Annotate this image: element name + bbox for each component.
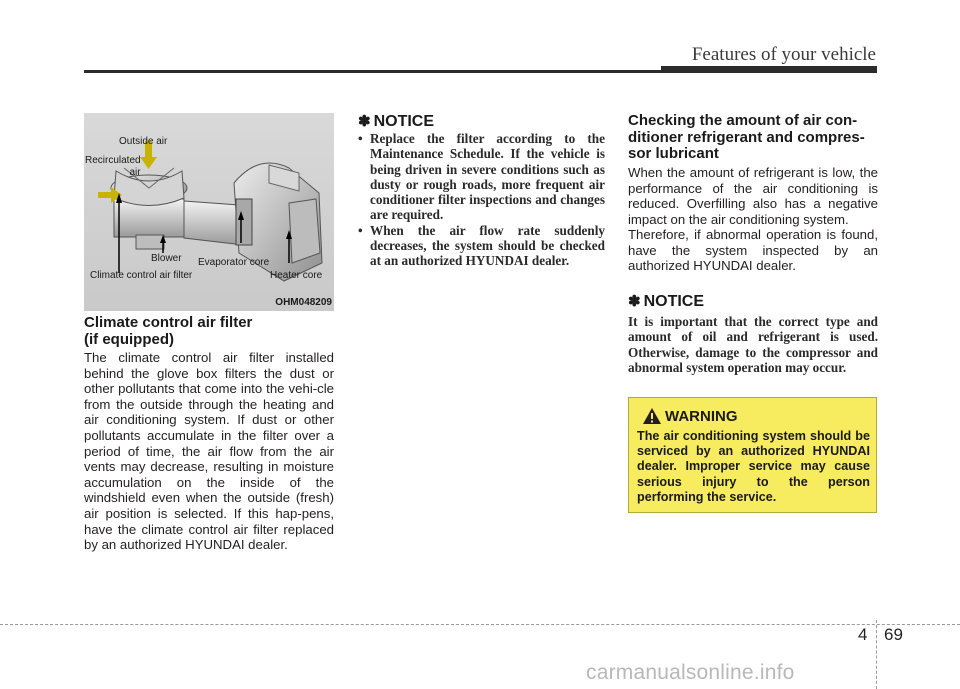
notice2-star-icon: ✽ (628, 293, 641, 310)
notice2-title: NOTICE (643, 293, 705, 310)
figure-code: OHM048209 (275, 297, 332, 308)
notice2-text: It is important that the correct type and amount of oil and refrigerant is used. Otherwise, damage to the compressor and abnormal system operation may occur. (628, 314, 878, 375)
footer-divider (0, 624, 960, 625)
warning-triangle-icon (642, 407, 662, 425)
refrigerant-para-1: When the amount of refrigerant is low, the performance of the air conditioning is reduced. Overfilling also has a negative impact on the air conditioning system. (628, 165, 878, 227)
label-recirculated-air: Recirculated air (85, 155, 141, 178)
warning-box (628, 397, 877, 513)
chapter-number: 4 (858, 625, 868, 644)
notice-star-icon: ✽ (358, 113, 371, 130)
label-blower: Blower (151, 253, 182, 264)
label-heater-core: Heater core (270, 270, 323, 281)
notice-item: • When the air flow rate suddenly decreases, the system should be checked at an authorized HYUNDAI dealer. (358, 223, 605, 269)
notice-list (358, 131, 605, 269)
running-head: Features of your vehicle (691, 44, 876, 65)
label-evaporator-core: Evaporator core (198, 257, 270, 268)
watermark: carmanualsonline.info (586, 661, 795, 684)
notice-title: NOTICE (373, 113, 435, 130)
notice-item: • Replace the filter according to the Maintenance Schedule. If the vehicle is being driven in severe conditions such as dusty or rough roads, more frequent air conditioner filter inspections and changes are required. (358, 131, 605, 223)
filter-heading: Climate control air filter (if equipped) (84, 314, 253, 348)
header-rule-accent (661, 66, 877, 73)
notice2-heading (628, 292, 704, 311)
refrigerant-para-2: Therefore, if abnormal operation is found, have the system inspected by an authorized HYUNDAI dealer. (628, 227, 878, 274)
footer-vertical-divider (876, 620, 877, 689)
warning-title: WARNING (665, 408, 738, 425)
hvac-diagram (84, 113, 334, 311)
page-number: 69 (884, 625, 903, 644)
filter-body: The climate control air filter installed behind the glove box filters the dust or other pollutants that come into the vehi-cle from the outside through the heating and air conditioning system. If dust or other pollutants accumulate in the filter over a period of time, the air flow from the air vents may decrease, resulting in moisture accumulation on the inside of the windshield even when the outside (fresh) air position is selected. If this hap-pens, have the climate control air filter replaced by an authorized HYUNDAI dealer. (84, 350, 334, 553)
refrigerant-heading: Checking the amount of air con-ditioner refrigerant and compres-sor lubricant (628, 112, 865, 162)
label-outside-air: Outside air (119, 136, 168, 147)
warning-text: The air conditioning system should be serviced by an authorized HYUNDAI dealer. Improper service may cause serious injury to the person performing the service. (637, 429, 870, 504)
notice-heading (358, 112, 434, 131)
label-climate-filter: Climate control air filter (90, 270, 193, 281)
